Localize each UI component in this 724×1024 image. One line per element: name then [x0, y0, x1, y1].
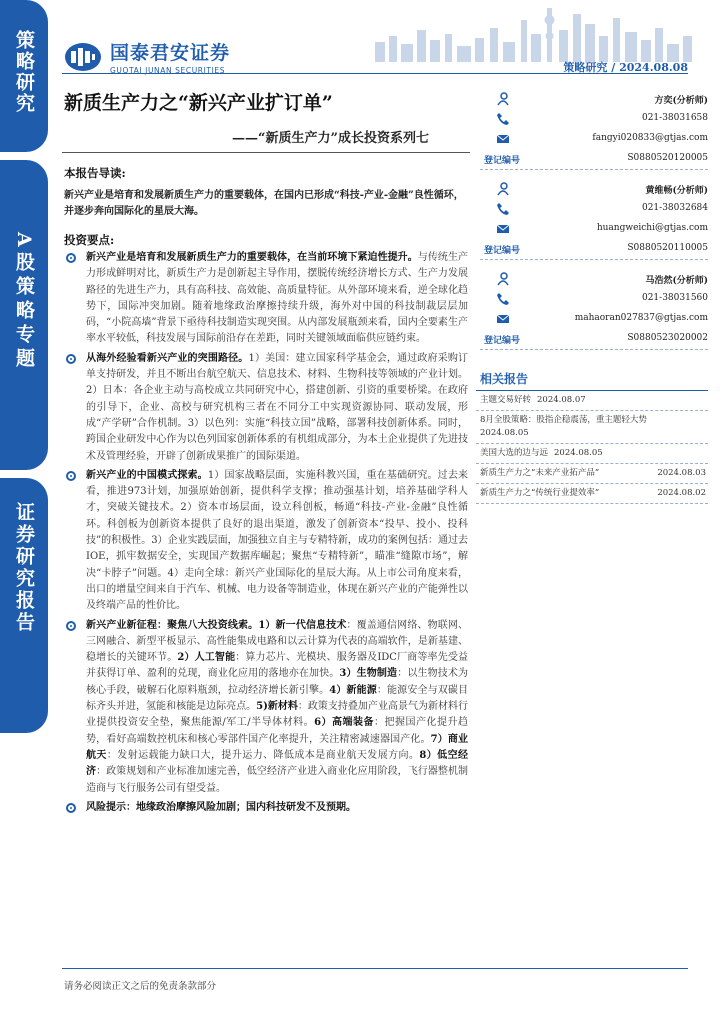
guide-heading: 本报告导读:	[64, 166, 126, 180]
theme-name: 4）新能源	[329, 684, 377, 696]
analyst-phone: 021-38031658	[641, 113, 708, 123]
title-divider	[62, 152, 470, 153]
registration-label: 登记编号	[484, 246, 521, 256]
side-tab-strategy	[0, 0, 48, 152]
report-subtitle: ——“新质生产力”成长投资系列七	[232, 131, 429, 146]
email-icon	[496, 132, 510, 146]
analyst-card	[480, 90, 708, 170]
related-report-date: 2024.08.07	[537, 395, 586, 405]
related-report-date: 2024.08.03	[657, 468, 706, 478]
side-tab-report	[0, 478, 48, 733]
person-icon	[496, 272, 510, 286]
theme-text: ：能源安全与双碳目标齐头并进，氢能和核能是边际亮点。	[86, 684, 468, 713]
key-point-lead: 新兴产业新征程：聚焦八大投资线索。	[86, 619, 259, 631]
related-report-title: 8月全股策略：股指企稳震荡，重主题轻大势	[480, 415, 647, 425]
analyst-card	[480, 270, 708, 350]
bullet-icon	[66, 803, 76, 813]
theme-text: ：覆盖通信网络、物联网、三网融合、新型平板显示、高性能集成电路和以云计算为代表的高端软件，是新基建、稳增长的关键环节。	[86, 619, 468, 664]
analyst-name: 方奕(分析师)	[654, 96, 708, 106]
report-title: 新质生产力之“新兴产业扩订单”	[64, 92, 333, 114]
analyst-name: 黄维畅(分析师)	[645, 186, 708, 196]
analyst-email: mahaoran027837@gtjas.com	[574, 313, 708, 323]
company-logo	[64, 38, 230, 75]
registration-label: 登记编号	[484, 156, 521, 166]
related-report-item[interactable]	[476, 411, 708, 444]
related-report-title: 新质生产力之“未来产业拓产品”	[480, 468, 600, 478]
analyst-name: 马浩然(分析师)	[645, 276, 708, 286]
risk-lead: 风险提示：	[86, 801, 136, 813]
analyst-email: fangyi020833@gtjas.com	[592, 133, 708, 143]
registration-label: 登记编号	[484, 336, 521, 346]
side-tab-text: A股策略专题	[13, 232, 35, 372]
related-report-title: 美国大选的边与远	[480, 448, 549, 458]
skyline-illustration-icon	[355, 0, 705, 62]
theme-text: ：政策支持叠加产业高景气为新材料行业提供投资安全垫，聚焦能源/军工/半导体材料。	[86, 701, 469, 729]
person-icon	[496, 182, 510, 196]
email-icon	[496, 222, 510, 236]
related-report-item[interactable]	[476, 464, 708, 484]
key-point	[64, 468, 468, 615]
bullet-icon	[66, 354, 76, 364]
logo-cn-text: 国泰君安证券	[110, 42, 231, 64]
related-reports	[476, 370, 708, 504]
key-point-text: 1）美国：建立国家科学基金会，通过政府采购订单支持研发，并且不断出台航空航天、信息技术、材料、生物科技等领域的产业计划。2）日本：各企业主动与高校成立共同研究中心，搭建创新、引资的重要桥梁。在政府的引导下，企业、高校与研究机构三者在不同分工中实现资源协同、联动发展，形成“产学研”合作机制。3）以色列：实施“科技立国”战略，部署科技创新体系。同时，跨国企业研发中心作为以色列国家创新体系的有机组成部分，为本土企业提供了先进技术及管理经验，开辟了创新成果推广的国际渠道。	[86, 352, 468, 462]
related-report-item[interactable]	[476, 484, 708, 504]
theme-text: ：发射运载能力缺口大，提升运力、降低成本是商业航天发展方向。	[106, 749, 420, 761]
logo-en-text: GUOTAI JUNAN SECURITIES	[110, 66, 226, 75]
key-point	[64, 250, 468, 348]
phone-icon	[496, 112, 510, 126]
person-icon	[496, 92, 510, 106]
header-category-date: 策略研究 / 2024.08.08	[563, 61, 688, 74]
analyst-card	[480, 180, 708, 260]
key-points-heading: 投资要点:	[64, 233, 115, 247]
key-point-text: 1）国家战略层面，实施科教兴国，重在基础研究。过去来看，推进973计划，加强原始创新，提供科学支撑；推动强基计划，培养基础学科人才，突破关键技术。2）资本市场层面，设立科创板，畅通“科技-产业-金融”良性循环。科创板为创新资本提供了良好的退出渠道，激发了创新资本“投早、投小、投科技”的积极性。3）企业实践层面，加强独立自主与专精特新，成功的案例包括：通过去IOE，抓牢数据安全，实现国产数据库崛起；聚焦“专精特新”，瞄准“缝隙市场”，解决“卡脖子”问题。4）走向全球：新兴产业国际化的星辰大海。从上市公司角度来看，出口的增量空间来自于汽车、机械、电力设备等制造业，体现在新兴产业的产能弹性以及终端产品的性价比。	[86, 469, 468, 612]
analyst-email: huangweichi@gtjas.com	[596, 223, 708, 233]
related-report-item[interactable]	[476, 391, 708, 411]
related-report-date: 2024.08.05	[480, 428, 529, 438]
key-point-text: 与传统生产力形成鲜明对比，新质生产力是创新起主导作用，摆脱传统经济增长方式、生产力发展路径的先进生产力，具有高科技、高效能、高质量特征。从外部环境来看，逆全球化趋势下，国际冲突加剧。随着地缘政治摩擦持续升级，海外对中国的科技制裁层层加码，“小院高墙”背景下亟待科技制造实现突围。从内部发展瓶颈来看，国内全要素生产率水平较低，科技发展与国际前沿存在差距，同时关键领域面临供应链约束。	[86, 252, 469, 345]
email-icon	[496, 312, 510, 326]
bullet-icon	[66, 471, 76, 481]
theme-name: 5)新材料	[256, 701, 298, 713]
related-report-title: 新质生产力之“传统行业提效率”	[480, 488, 600, 498]
theme-name: 2）人工智能	[177, 652, 236, 664]
registration-number: S0880520120005	[627, 153, 708, 163]
related-report-item[interactable]	[476, 444, 708, 464]
side-tab-text: 策略研究	[13, 30, 35, 114]
theme-name: 6）高端装备	[314, 717, 375, 729]
theme-name: 7）商业航天	[86, 733, 468, 761]
registration-number: S0880523020002	[627, 333, 708, 343]
key-point-lead: 从海外经验看新兴产业的突围路径。	[86, 352, 249, 364]
bullet-icon	[66, 253, 76, 263]
key-point-lead: 新兴产业是培育和发展新质生产力的重要载体，在当前环境下紧迫性提升。	[86, 252, 418, 263]
logo-mark-icon	[64, 42, 102, 72]
footer-rule	[62, 968, 688, 969]
theme-text: ：把握国产化提升趋势，看好高端数控机床和核心零部件国产化率提升，关注精密减速器国产化。	[86, 717, 468, 745]
key-point-lead: 新兴产业的中国模式探索。	[86, 469, 208, 481]
side-tab-text: 证券研究报告	[13, 502, 35, 634]
theme-text: ：政策规划和产业标准加速完善，低空经济产业进入商业化应用阶段，飞行器整机制造商与飞行服务公司有望受益。	[86, 766, 469, 794]
disclaimer-note: 请务必阅读正文之后的免责条款部分	[64, 981, 217, 992]
theme-name: 1）新一代信息技术	[258, 619, 347, 631]
header-rule	[62, 73, 688, 74]
key-points-list	[64, 250, 468, 819]
key-point	[64, 800, 468, 816]
key-point	[64, 351, 468, 465]
related-report-date: 2024.08.05	[554, 448, 603, 458]
registration-number: S0880520110005	[627, 243, 708, 253]
risk-text: 地缘政治摩擦风险加剧；国内科技研发不及预期。	[136, 801, 356, 813]
theme-text: ：以生物技术为核心手段，破解石化原料瓶颈，拉动经济增长新引擎。	[86, 668, 469, 696]
theme-name: 8）低空经济	[86, 749, 469, 778]
related-reports-title: 相关报告	[480, 372, 529, 386]
phone-icon	[496, 292, 510, 306]
phone-icon	[496, 202, 510, 216]
guide-text: 新兴产业是培育和发展新质生产力的重要载体，在国内已形成“科技-产业-金融”良性循环，并逐步奔向国际化的星辰大海。	[64, 190, 464, 217]
key-point	[64, 618, 468, 797]
theme-name: 3）生物制造	[339, 668, 398, 680]
side-tab-a-share	[0, 160, 48, 470]
related-report-date: 2024.08.02	[657, 488, 706, 498]
related-report-title: 主题交易好转	[480, 395, 532, 405]
theme-text: ：算力芯片、光模块、服务器及IDC厂商等率先受益并获得订单、盈利的兑现，商业化应用的落地亦在加快。	[86, 652, 468, 680]
analyst-phone: 021-38032684	[641, 203, 708, 213]
bullet-icon	[66, 621, 76, 631]
analyst-phone: 021-38031560	[641, 293, 708, 303]
